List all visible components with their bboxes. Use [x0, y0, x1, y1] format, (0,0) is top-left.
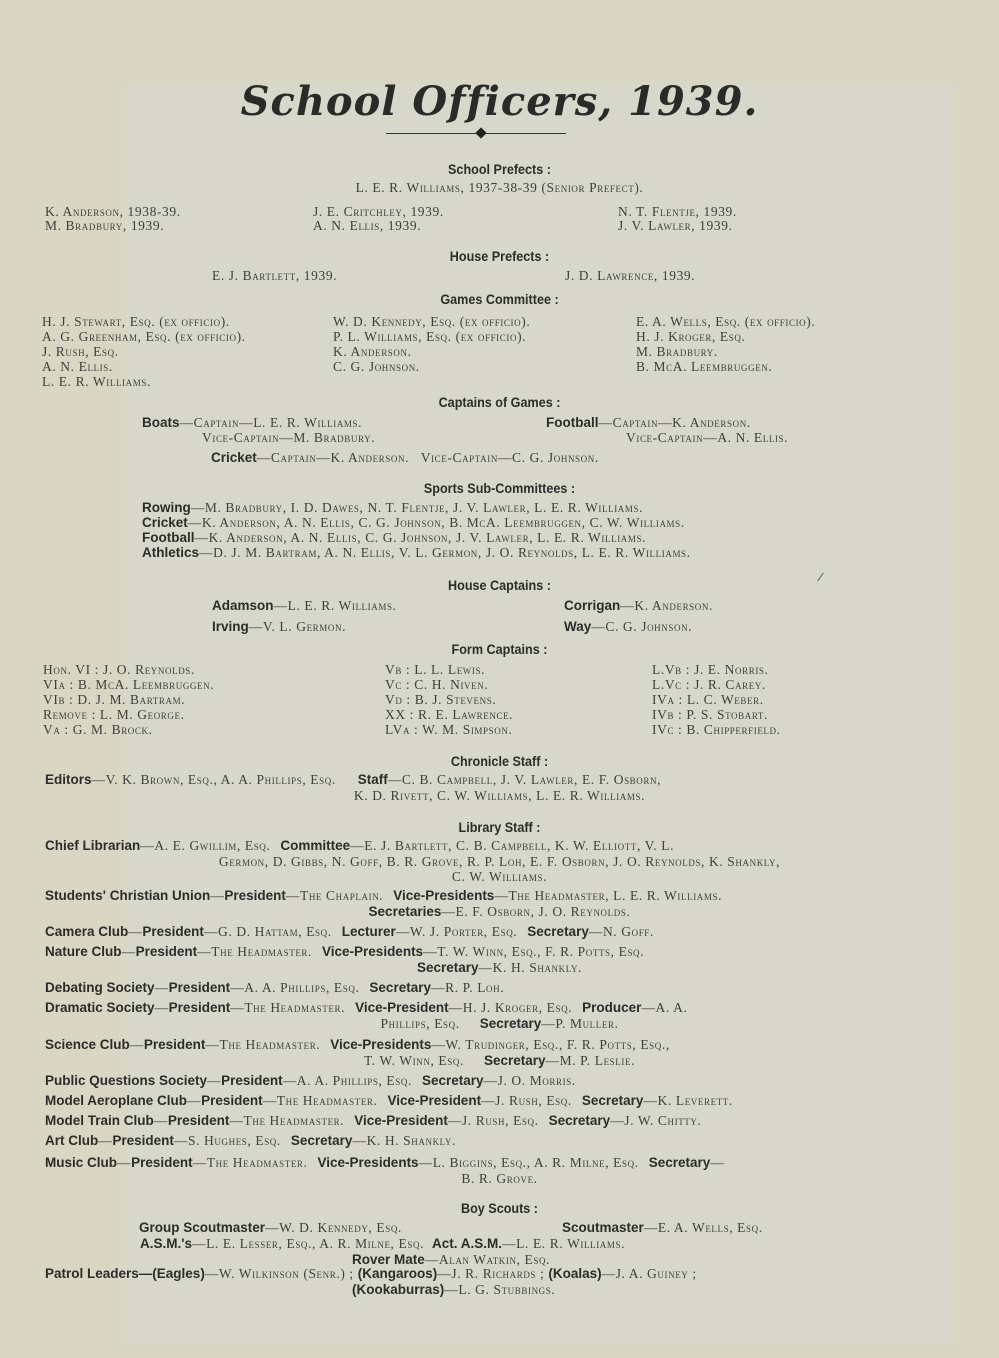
prefect: N. T. Flentje, 1939. — [618, 204, 737, 219]
role-label: Secretary — [648, 1155, 711, 1170]
house-captain: Irving—V. L. Germon. — [212, 619, 347, 634]
section-heading-sports-sub-committees: Sports Sub-Committees : — [423, 480, 576, 496]
society-name: Students' Christian Union — [45, 888, 211, 903]
section-heading-games-committee: Games Committee : — [440, 291, 559, 307]
role-label: Vice-Presidents — [317, 1155, 419, 1170]
role-holder: The Headmaster. — [276, 1093, 378, 1108]
role-holder: L. Biggins, Esq., A. R. Milne, Esq. — [432, 1155, 639, 1170]
section-heading-house-prefects: House Prefects : — [449, 248, 550, 264]
society-name: Nature Club — [45, 944, 122, 959]
form-captain: Hon. VI : J. O. Reynolds. — [43, 662, 195, 677]
form-captain: Remove : L. M. George. — [43, 707, 185, 722]
role-label: President — [142, 924, 204, 939]
section-heading-school-prefects: School Prefects : — [448, 161, 551, 177]
society-name: Model Train Club — [45, 1113, 154, 1128]
role-holder: S. Hughes, Esq. — [188, 1133, 281, 1148]
form-captain: L.Vc : J. R. Carey. — [652, 677, 766, 692]
diamond-ornament-icon — [475, 127, 486, 138]
society-name: Art Club — [45, 1133, 99, 1148]
committee-member: B. McA. Leembruggen. — [636, 359, 773, 374]
prefect: K. Anderson, 1938-39. — [45, 204, 181, 219]
role-label: President — [221, 1073, 283, 1088]
role-label: Secretary — [479, 1016, 542, 1031]
library-committee-cont: Germon, D. Gibbs, N. Goff, B. R. Grove, R. P. Loh, E. F. Osborn, J. O. Reynolds, K. Shankly, — [218, 854, 781, 869]
society-row: Model Aeroplane Club—President—The Headmaster. Vice-President—J. Rush, Esq. Secretary—K. Leverett. — [45, 1093, 733, 1108]
boats-captain: Boats—Captain—L. E. R. Williams. — [142, 415, 363, 430]
role-label: Vice-President — [387, 1093, 482, 1108]
role-label: Vice-President — [354, 1113, 448, 1128]
role-holder: A. A. — [655, 1000, 688, 1015]
role-label: Vice-President — [355, 1000, 449, 1015]
society-row: Music Club—President—The Headmaster. Vice-Presidents—L. Biggins, Esq., A. R. Milne, Esq. Secretary— — [45, 1155, 725, 1170]
patrol-leaders: Patrol Leaders—(Eagles)—W. Wilkinson (Senr.) ; (Kangaroos)—J. R. Richards ; (Koalas)—J. A. Guiney ; — [45, 1266, 697, 1281]
form-captain: Vd : B. J. Stevens. — [385, 692, 497, 707]
cricket-captains: Cricket—Captain—K. Anderson. Vice-Captain—C. G. Johnson. — [211, 450, 599, 465]
committee-member: K. Anderson. — [333, 344, 412, 359]
form-captain: Vc : C. H. Niven. — [385, 677, 489, 692]
society-row-cont: T. W. Winn, Esq. Secretary—M. P. Leslie. — [363, 1053, 636, 1068]
society-name: Public Questions Society — [45, 1073, 208, 1088]
scoutmaster: Scoutmaster—E. A. Wells, Esq. — [562, 1220, 763, 1235]
role-label: President — [112, 1133, 174, 1148]
senior-prefect: L. E. R. Williams, 1937-38-39 (Senior Prefect). — [355, 180, 644, 195]
house-prefect: E. J. Bartlett, 1939. — [212, 268, 338, 283]
role-label: President — [131, 1155, 193, 1170]
committee-member: J. Rush, Esq. — [42, 344, 119, 359]
library-chief: Chief Librarian—A. E. Gwillim, Esq. Committee—E. J. Bartlett, C. B. Campbell, K. W. Elliott, V. L. — [45, 838, 675, 853]
role-label: Secretary — [548, 1113, 611, 1128]
role-holder: The Chaplain. — [299, 888, 384, 903]
role-holder: W. J. Porter, Esq. — [409, 924, 518, 939]
football-captain: Football—Captain—K. Anderson. — [546, 415, 751, 430]
form-captain: VIa : B. McA. Leembruggen. — [43, 677, 215, 692]
role-holder: G. D. Hattam, Esq. — [218, 924, 332, 939]
house-prefect: J. D. Lawrence, 1939. — [565, 268, 696, 283]
section-heading-chronicle-staff: Chronicle Staff : — [450, 753, 549, 769]
committee-member: C. G. Johnson. — [333, 359, 420, 374]
society-row-cont: Secretary—K. H. Shankly. — [416, 960, 583, 975]
role-label: Secretary — [483, 1053, 546, 1068]
role-holder: K. H. Shankly. — [366, 1133, 456, 1148]
form-captain: IVa : L. C. Weber. — [652, 692, 764, 707]
role-label: Secretary — [369, 980, 431, 995]
form-captain: Vb : L. L. Lewis. — [385, 662, 486, 677]
role-holder: The Headmaster. — [206, 1155, 308, 1170]
page-title: School Officers, 1939. — [240, 78, 759, 125]
patrol-leaders-cont: (Kookaburras)—L. G. Stubbings. — [352, 1282, 556, 1297]
chronicle-staff-cont: K. D. Rivett, C. W. Williams, L. E. R. Williams. — [353, 788, 646, 803]
role-label: Secretary — [527, 924, 589, 939]
committee-member: A. G. Greenham, Esq. (ex officio). — [42, 329, 246, 344]
committee-member: L. E. R. Williams. — [42, 374, 151, 389]
role-label: Lecturer — [341, 924, 396, 939]
role-label: President — [168, 1000, 231, 1015]
role-holder: K. Leverett. — [657, 1093, 733, 1108]
form-captain: LVa : W. M. Simpson. — [385, 722, 513, 737]
section-heading-boy-scouts: Boy Scouts : — [460, 1200, 539, 1216]
role-holder: J. O. Morris. — [497, 1073, 576, 1088]
form-captain: L.Vb : J. E. Norris. — [652, 662, 769, 677]
committee-member: H. J. Stewart, Esq. (ex officio). — [42, 314, 230, 329]
role-holder: H. J. Kroger, Esq. — [462, 1000, 573, 1015]
role-holder: N. Goff. — [602, 924, 654, 939]
role-holder: J. Rush, Esq. — [461, 1113, 539, 1128]
society-row-cont: Phillips, Esq. Secretary—P. Muller. — [380, 1016, 619, 1031]
sub-committee-row: Rowing—M. Bradbury, I. D. Dawes, N. T. Flentje, J. V. Lawler, L. E. R. Williams. — [142, 500, 644, 515]
committee-member: W. D. Kennedy, Esq. (ex officio). — [333, 314, 531, 329]
sub-committee-row: Football—K. Anderson, A. N. Ellis, C. G. Johnson, J. V. Lawler, L. E. R. Williams. — [142, 530, 647, 545]
role-holder: A. A. Phillips, Esq. — [244, 980, 360, 995]
committee-member: H. J. Kroger, Esq. — [636, 329, 746, 344]
role-holder: M. P. Leslie. — [559, 1053, 636, 1068]
society-row: Dramatic Society—President—The Headmaster. Vice-President—H. J. Kroger, Esq. Producer—A. A. — [45, 1000, 688, 1015]
society-name: Model Aeroplane Club — [45, 1093, 188, 1108]
society-name: Dramatic Society — [45, 1000, 155, 1015]
chronicle-editors: Editors—V. K. Brown, Esq., A. A. Phillips, Esq. Staff—C. B. Campbell, J. V. Lawler, E. F. Osborn, — [45, 772, 662, 787]
role-label: Secretaries — [368, 904, 442, 919]
sub-committee-row: Cricket—K. Anderson, A. N. Ellis, C. G. Johnson, B. McA. Leembruggen, C. W. Williams. — [142, 515, 685, 530]
sub-committee-row: Athletics—D. J. M. Bartram, A. N. Ellis, V. L. Germon, J. O. Reynolds, L. E. R. Williams. — [142, 545, 691, 560]
prefect: J. V. Lawler, 1939. — [618, 218, 733, 233]
role-holder: E. F. Osborn, J. O. Reynolds. — [455, 904, 631, 919]
role-holder: T. W. Winn, Esq., F. R. Potts, Esq. — [437, 944, 645, 959]
society-row: Debating Society—President—A. A. Phillips, Esq. Secretary—R. P. Loh. — [45, 980, 505, 995]
society-row-cont: B. R. Grove. — [461, 1171, 538, 1186]
society-row: Science Club—President—The Headmaster. Vice-Presidents—W. Trudinger, Esq., F. R. Potts, Esq., — [45, 1037, 670, 1052]
society-row: Model Train Club—President—The Headmaster. Vice-President—J. Rush, Esq. Secretary—J. W. Chitty. — [45, 1113, 702, 1128]
role-holder: The Headmaster, L. E. R. Williams. — [508, 888, 723, 903]
role-label: President — [224, 888, 286, 903]
role-label: Vice-Presidents — [393, 888, 495, 903]
role-holder: A. A. Phillips, Esq. — [296, 1073, 412, 1088]
section-heading-captains-of-games: Captains of Games : — [438, 394, 561, 410]
role-label: Vice-Presidents — [330, 1037, 432, 1052]
section-heading-library-staff: Library Staff : — [458, 819, 541, 835]
role-label: Secretary — [290, 1133, 353, 1148]
society-row: Camera Club—President—G. D. Hattam, Esq. Lecturer—W. J. Porter, Esq. Secretary—N. Goff. — [45, 924, 654, 939]
society-name: Camera Club — [45, 924, 129, 939]
role-label: Secretary — [581, 1093, 644, 1108]
role-label: President — [168, 980, 231, 995]
role-label: President — [201, 1093, 263, 1108]
form-captain: XX : R. E. Lawrence. — [385, 707, 514, 722]
committee-member: M. Bradbury. — [636, 344, 718, 359]
committee-member: P. L. Williams, Esq. (ex officio). — [333, 329, 527, 344]
society-row: Students' Christian Union—President—The Chaplain. Vice-Presidents—The Headmaster, L. E. R. Williams. — [45, 888, 723, 903]
rover-mate: Rover Mate—Alan Watkin, Esq. — [352, 1252, 551, 1267]
role-holder: The Headmaster. — [211, 944, 313, 959]
house-captain: Corrigan—K. Anderson. — [564, 598, 713, 613]
society-row: Nature Club—President—The Headmaster. Vice-Presidents—T. W. Winn, Esq., F. R. Potts, Esq. — [45, 944, 645, 959]
society-name: Music Club — [45, 1155, 118, 1170]
role-holder: J. Rush, Esq. — [495, 1093, 572, 1108]
role-holder: K. H. Shankly. — [492, 960, 583, 975]
asm: A.S.M.'s—L. E. Lesser, Esq., A. R. Milne, Esq. Act. A.S.M.—L. E. R. Williams. — [140, 1236, 626, 1251]
committee-member: A. N. Ellis. — [42, 359, 113, 374]
role-label: President — [143, 1037, 206, 1052]
society-name: Science Club — [45, 1037, 130, 1052]
house-captain: Adamson—L. E. R. Williams. — [212, 598, 397, 613]
section-heading-house-captains: House Captains : — [448, 577, 551, 593]
role-holder: J. W. Chitty. — [624, 1113, 702, 1128]
prefect: M. Bradbury, 1939. — [45, 218, 165, 233]
library-committee-cont: C. W. Williams. — [451, 869, 548, 884]
role-holder: The Headmaster. — [219, 1037, 321, 1052]
society-row: Public Questions Society—President—A. A. Phillips, Esq. Secretary—J. O. Morris. — [45, 1073, 576, 1088]
prefect: A. N. Ellis, 1939. — [313, 218, 422, 233]
role-label: President — [135, 944, 198, 959]
form-captain: IVc : B. Chipperfield. — [652, 722, 781, 737]
role-holder: The Headmaster. — [244, 1000, 346, 1015]
society-row-cont: Secretaries—E. F. Osborn, J. O. Reynolds. — [368, 904, 631, 919]
committee-member: E. A. Wells, Esq. (ex officio). — [636, 314, 816, 329]
role-label: President — [167, 1113, 230, 1128]
form-captain: Va : G. M. Brock. — [43, 722, 153, 737]
prefect: J. E. Critchley, 1939. — [313, 204, 444, 219]
group-scoutmaster: Group Scoutmaster—W. D. Kennedy, Esq. — [139, 1220, 402, 1235]
role-holder: The Headmaster. — [243, 1113, 345, 1128]
role-label: Secretary — [416, 960, 479, 975]
form-captain: IVb : P. S. Stobart. — [652, 707, 768, 722]
house-captain: Way—C. G. Johnson. — [564, 619, 693, 634]
role-holder: W. Trudinger, Esq., F. R. Potts, Esq., — [445, 1037, 670, 1052]
boats-vice-captain: Vice-Captain—M. Bradbury. — [202, 430, 376, 445]
section-heading-form-captains: Form Captains : — [451, 641, 548, 657]
role-holder: R. P. Loh. — [445, 980, 505, 995]
society-name: Debating Society — [45, 980, 155, 995]
form-captain: VIb : D. J. M. Bartram. — [43, 692, 186, 707]
role-label: Vice-Presidents — [322, 944, 424, 959]
football-vice-captain: Vice-Captain—A. N. Ellis. — [626, 430, 789, 445]
role-label: Producer — [582, 1000, 642, 1015]
society-row: Art Club—President—S. Hughes, Esq. Secretary—K. H. Shankly. — [45, 1133, 456, 1148]
role-label: Secretary — [421, 1073, 484, 1088]
role-holder: P. Muller. — [555, 1016, 619, 1031]
